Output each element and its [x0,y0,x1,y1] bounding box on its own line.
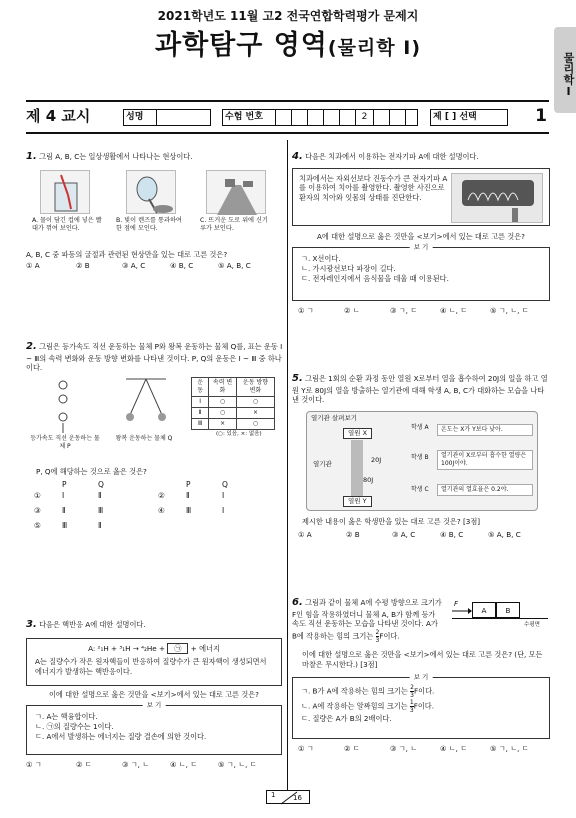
header-rule-top [26,100,549,102]
q3-equation [35,643,273,655]
q2-label-p: 등가속도 직선 운동하는 물체 P [30,434,100,451]
name-field[interactable] [123,109,211,126]
dental-xray-icon [452,174,544,224]
q3-choice-4[interactable]: ④ ㄴ, ㄷ [170,760,198,770]
q6-frac-num: 2 [375,628,380,636]
q6-choice-5[interactable]: ⑤ ㄱ, ㄴ, ㄷ [490,744,529,754]
q5-heat-out: 80J [363,475,374,484]
q4-choices [292,306,550,316]
q2-stem: 그림은 등가속도 직선 운동하는 물체 P와 왕복 운동하는 물체 Q를, 표는 운동 Ⅰ ~ Ⅲ의 속력 변화와 운동 방향 변화를 나타낸 것이다. P, Q의 운동은 Ⅰ ~ Ⅲ 중 하나이다. [26,342,283,373]
exam-digit: 2 [355,110,373,125]
header-row [26,105,549,131]
q2-td: × [209,419,237,430]
mirage-road-icon [207,171,267,215]
name-label: 성명 [126,112,144,122]
header-page-number: 1 [535,106,547,126]
q3-choices [26,760,282,770]
q4-stem: 다음은 치과에서 이용하는 전자기파 A에 대한 설명이다. [305,152,479,161]
selection-field[interactable]: 제 [ ] 선택 [430,109,508,126]
exam-subtitle: 2021학년도 11월 고2 전국연합학력평가 문제지 [157,9,419,23]
column-divider [287,140,288,790]
q5-number: 5. [292,373,303,384]
q6-frac-den: 3 [375,636,380,644]
q4-bogi-label: 보 기 [410,243,433,252]
q2-td: Ⅰ [192,397,209,408]
q2-opt: Ⅰ [222,490,225,500]
q2-th-2: 속력 변화 [209,377,237,396]
period-label: 제 4 교시 [26,107,91,125]
q3-choice-1[interactable]: ① ㄱ [26,760,42,770]
q2-choice-2[interactable]: ② [158,490,165,500]
q1-figure-a [40,170,90,214]
q6-choice-3[interactable]: ③ ㄱ, ㄴ [390,744,418,754]
q3-item-3: ㄷ. A에서 발생하는 에너지는 질량 결손에 의한 것이다. [35,731,207,741]
q3-question: 이에 대한 설명으로 옳은 것만을 <보기>에서 있는 대로 고른 것은? [48,689,259,699]
q2-td: ○ [209,397,237,408]
q5-say-c: 열기관의 열효율은 0.2야. [437,484,533,496]
q4-xray-figure [451,173,543,223]
q2-table-note: (○: 있음, ×: 없음) [216,430,262,437]
q5-choice-3[interactable]: ③ A, C [392,529,416,539]
q1-caption-a: A. 물이 담긴 컵에 넣은 빨대가 꺾여 보인다. [32,216,102,232]
q6-question: 이에 대한 설명으로 옳은 것만을 <보기>에서 있는 대로 고른 것은? (단, 모든 마찰은 무시한다.) [3점] [302,649,543,669]
q5-panel-title: 열기관 살펴보기 [311,413,358,422]
header-rule-bottom [26,132,549,134]
q4-choice-4[interactable]: ④ ㄴ, ㄷ [440,306,468,316]
q3-choice-3[interactable]: ③ ㄱ, ㄴ [122,760,150,770]
q5-engine: 열기관 [313,459,332,468]
q3-bogi-label: 보 기 [143,701,166,710]
q1-figure-b [126,170,176,214]
q6-bogi [292,673,550,739]
q4-choice-2[interactable]: ② ㄴ [344,306,360,316]
q1-number: 1. [26,151,37,162]
q1-caption-b: B. 빛이 렌즈를 통과하여 한 점에 모인다. [116,216,182,232]
q5-source-x: 열원 X [343,428,372,439]
q6-block-b: B [496,602,520,618]
q3-item-2: ㄴ. ㉠의 질량수는 1이다. [35,721,114,731]
q6-block-a: A [472,602,496,618]
q5-panel [306,411,538,511]
exam-number-field[interactable] [222,109,418,126]
q5-source-y: 열원 Y [343,496,372,507]
q5-choice-4[interactable]: ④ B, C [440,529,464,539]
q6-stem-1: 그림과 같이 물체 A에 수평 방향으로 크기가 F인 힘을 작용하였더니 물체 A, B가 함께 등가속도 직선 운동하는 모습을 나타낸 것이다. A가 B에 작용하는 힘의 크기는 [292,598,442,641]
q5-stem: 그림은 1회의 순환 과정 동안 열원 X로부터 열을 흡수하여 20J의 일을 하고 열원 Y로 80J의 열을 방출하는 열기관에 대해 학생 A, B, C가 대화하는 모습을 나타낸 것이다. [292,374,548,405]
title-sub: (물리학 Ⅰ) [327,37,422,59]
q3-choice-5[interactable]: ⑤ ㄱ, ㄴ, ㄷ [218,760,257,770]
q6-choice-1[interactable]: ① ㄱ [298,744,314,754]
q6-stem-2: F이다. [379,631,400,641]
q4-desc: 치과에서는 자외선보다 진동수가 큰 전자기파 A를 이용하여 치아를 촬영한다. 촬영한 사진으로 환자의 치아와 잇몸의 상태를 진단한다. [299,173,448,202]
q2-th-1: 운동 [192,377,209,396]
q2-td: ○ [236,397,274,408]
subject-side-tab: 물리학Ⅰ [554,27,576,113]
q5-student-a: 학생 A [411,423,429,431]
q6-choice-2[interactable]: ② ㄷ [344,744,360,754]
q4-number: 4. [292,151,303,162]
q1-choice-3[interactable]: ③ A, C [122,261,146,271]
q1-choices [26,261,282,271]
q6-choices [292,744,550,754]
q1-choice-5[interactable]: ⑤ A, B, C [218,261,251,271]
q2-options [26,480,284,536]
q5-choice-5[interactable]: ⑤ A, B, C [488,529,521,539]
pendulum-icon [118,377,174,429]
q3-choice-2[interactable]: ② ㄷ [76,760,92,770]
q2-number: 2. [26,341,37,352]
q2-opt: Ⅲ [62,520,68,530]
q3-item-1: ㄱ. A는 핵융합이다. [35,712,98,722]
q6-choice-4[interactable]: ④ ㄴ, ㄷ [440,744,468,754]
question-5 [292,372,550,539]
q2-opt: Ⅰ [222,505,225,515]
q3-eq-suffix: + 에너지 [190,643,220,653]
q6-number: 6. [292,597,303,608]
q2-opt: Ⅱ [186,490,190,500]
q1-choice-2[interactable]: ② B [76,261,90,271]
lens-icon [127,171,177,215]
q4-choice-1[interactable]: ① ㄱ [298,306,314,316]
q6-item-1: ㄱ. B가 A에 작용하는 힘의 크기는 $\frac{2}{3}$ F이다. [301,684,435,700]
q2-table [191,377,275,430]
q2-choice-3[interactable]: ③ [34,505,41,515]
q2-td: ○ [209,408,237,419]
q4-question: A에 대한 설명으로 옳은 것만을 <보기>에서 있는 대로 고른 것은? [317,231,525,241]
q2-opt: Ⅱ [98,520,102,530]
page-title [0,28,576,64]
q2-opt: Ⅰ [62,490,65,500]
q3-passage [26,638,282,686]
q2-choice-4[interactable]: ④ [158,505,165,515]
q3-eq-box: ㉠ [167,643,188,655]
question-2 [26,340,284,536]
exam-number-label: 수험 번호 [225,112,263,122]
footer-total: 16 [293,794,302,802]
q5-work: 20J [371,455,382,464]
q6-bogi-label: 보 기 [410,673,433,682]
q2-choice-5[interactable]: ⑤ [34,520,41,530]
q1-choice-1[interactable]: ① A [26,261,40,271]
q4-item-3: ㄷ. 전자레인지에서 음식물을 데울 때 이용된다. [301,273,449,283]
question-6 [292,596,550,754]
q2-td: × [236,408,274,419]
q5-question: 제시한 내용이 옳은 학생만을 있는 대로 고른 것은? [3점] [302,516,481,526]
q2-opt: Ⅱ [98,490,102,500]
q3-bogi [26,701,282,755]
question-1 [26,150,282,271]
q2-col-p: P [186,479,191,489]
q6-floor-line [452,618,548,619]
q5-student-b: 학생 B [411,453,429,461]
q4-item-2: ㄴ. 가시광선보다 파장이 길다. [301,263,396,273]
q5-choice-2[interactable]: ② B [346,529,360,539]
q2-col-q: Q [222,479,228,489]
q4-item-1: ㄱ. X선이다. [301,254,341,264]
q2-question: P, Q에 해당하는 것으로 옳은 것은? [36,466,147,476]
q5-engine-pipe [351,440,363,496]
q4-choice-3[interactable]: ③ ㄱ, ㄷ [390,306,418,316]
q1-caption-c: C. 뜨거운 도로 위에 신기루가 보인다. [200,216,268,232]
q1-question: A, B, C 중 파동의 굴절과 관련된 현상만을 있는 대로 고른 것은? [26,249,228,259]
falling-object-icon [48,379,78,434]
q6-label-f: F [454,600,459,608]
q3-desc: A는 질량수가 작은 원자핵들이 반응하여 질량수가 큰 원자핵이 생성되면서 에너지가 발생하는 핵반응이다. [35,657,267,676]
q5-student-c: 학생 C [411,485,429,493]
q6-floor-label: 수평면 [524,622,540,628]
q4-choice-5[interactable]: ⑤ ㄱ, ㄴ, ㄷ [490,306,529,316]
q2-opt: Ⅲ [98,505,104,515]
page-indicator [266,790,310,804]
force-arrow-icon [452,606,472,616]
q3-number: 3. [26,619,37,630]
q6-item-2: ㄴ. A에 작용하는 알짜힘의 크기는 $\frac{1}{3}$ F이다. [301,699,435,715]
question-3 [26,618,282,770]
q1-figure-c [206,170,266,214]
q2-col-q: Q [98,479,104,489]
q4-passage [292,168,550,226]
q2-td: Ⅲ [192,419,209,430]
q5-say-b: 열기관이 X로부터 흡수한 열량은 100J이야. [437,450,533,470]
q2-opt: Ⅱ [62,505,66,515]
question-4 [292,150,550,316]
q2-td: Ⅱ [192,408,209,419]
q3-eq-prefix: A: ²₁H + ³₁H → ⁴₂He + [88,643,165,653]
q5-choices [292,530,550,540]
q1-choice-4[interactable]: ④ B, C [170,261,194,271]
glass-straw-icon [41,171,91,215]
q2-label-q: 왕복 운동하는 물체 Q [115,434,173,442]
q2-opt: Ⅲ [186,505,192,515]
q2-choice-1[interactable]: ① [34,490,41,500]
q3-stem: 다음은 핵반응 A에 대한 설명이다. [39,620,146,629]
q4-bogi [292,243,550,301]
title-main: 과학탐구 영역 [154,30,328,61]
q2-th-3: 운동 방향 변화 [236,377,274,396]
q2-col-p: P [62,479,67,489]
footer-page: 1 [271,791,276,799]
q6-item-3: ㄷ. 질량은 A가 B의 2배이다. [301,714,392,724]
q2-td: ○ [236,419,274,430]
q5-say-a: 온도는 X가 Y보다 낮아. [437,424,533,436]
q1-stem: 그림 A, B, C는 일상생활에서 나타나는 현상이다. [39,152,193,161]
q6-figure [452,598,548,634]
page-slash [267,791,311,805]
q5-choice-1[interactable]: ① A [298,529,312,539]
